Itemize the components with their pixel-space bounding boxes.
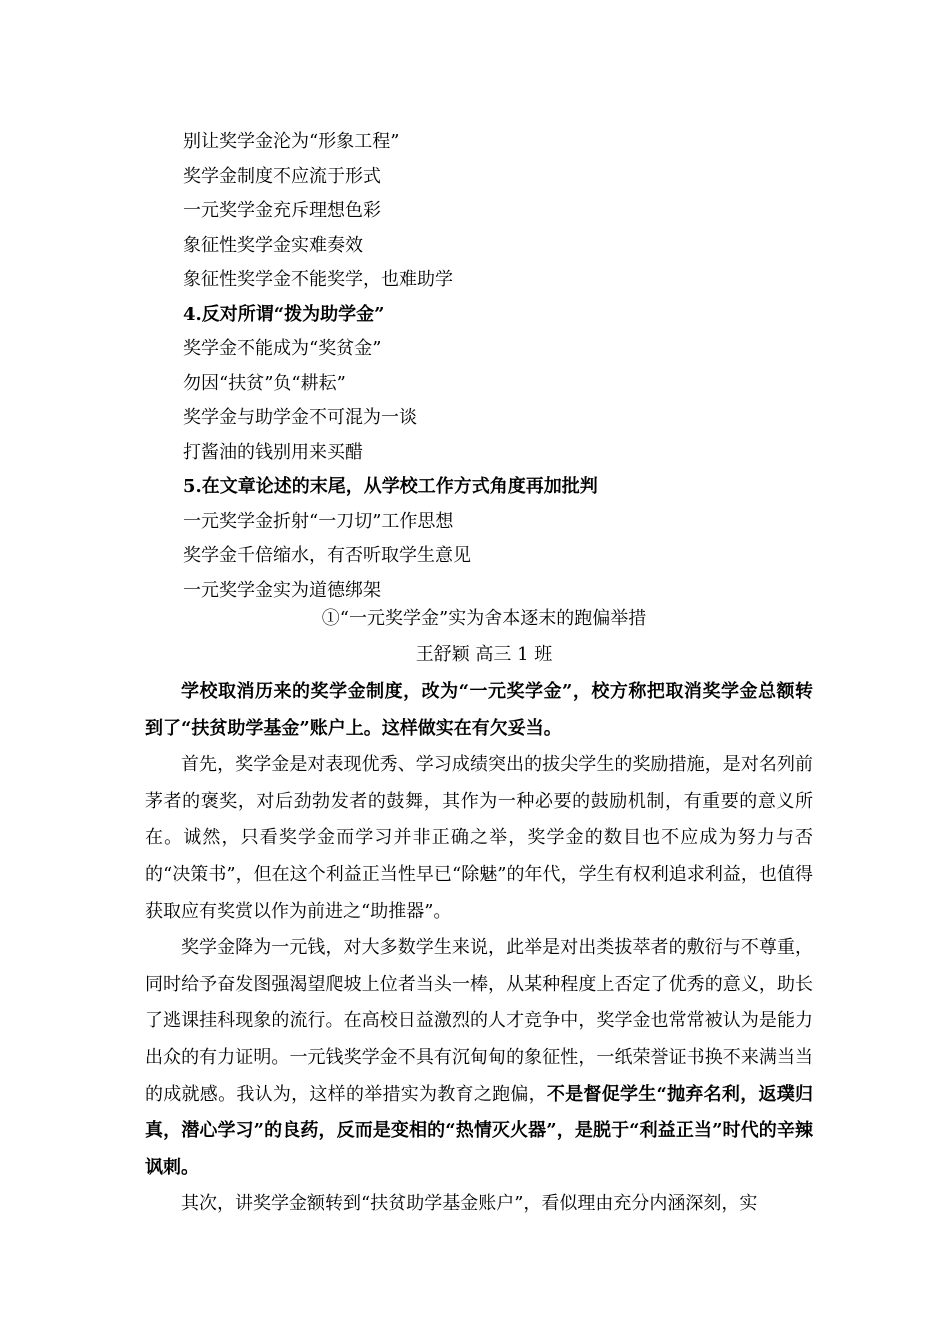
- outline-item: 奖学金制度不应流于形式: [183, 165, 381, 187]
- outline-item: 奖学金不能成为“奖贫金”: [183, 338, 382, 359]
- essay-title: ①“一元奖学金”实为舍本逐末的跑偏举措: [321, 608, 647, 629]
- essay-paragraph-1: 首先，奖学金是对表现优秀、学习成绩突出的拔尖学生的奖励措施，是对名列前茅者的褒奖，对后劲勃发者的鼓舞，其作为一种必要的鼓励机制，有重要的意义所在。诚然，只看奖学金而学习并非正确之举，奖学金的数目也不应成为努力与否的“决策书”，但在这个利益正当性早已“除魅”的年代，学生有权利追求利益，也值得获取应有奖赏以作为前进之“助推器”。: [145, 754, 813, 922]
- paragraph-2-text: 奖学金降为一元钱，对大多数学生来说，此举是对出类拔萃者的敷衍与不尊重，同时给予奋发图强渴望爬坡上位者当头一棒，从某种程度上否定了优秀的意义，助长了逃课挂科现象的流行。在高校日益激烈的人才竞争中，奖学金也常常被认为是能力出众的有力证明。一元钱奖学金不具有沉甸甸的象征性，一纸荣誉证书换不来满当当的成就感。我认为，这样的举措实为教育之跑偏，: [145, 937, 813, 1105]
- outline-item: 象征性奖学金不能奖学，也难助学: [183, 269, 453, 290]
- essay-paragraph-3: 其次，讲奖学金额转到“扶贫助学基金账户”，看似理由充分内涵深刻，实: [181, 1193, 758, 1215]
- outline-item: 一元奖学金实为道德绑架: [183, 579, 381, 601]
- essay-paragraph-2: [145, 930, 813, 1186]
- outline-item: 奖学金与助学金不可混为一谈: [183, 407, 417, 428]
- essay-body: [145, 674, 813, 1223]
- outline-heading: 5.在文章论述的末尾，从学校工作方式角度再加批判: [183, 476, 598, 497]
- essay-intro-paragraph: 学校取消历来的奖学金制度，改为“一元奖学金”，校方称把取消奖学金总额转到了“扶贫助学基金”账户上。这样做实在有欠妥当。: [145, 681, 813, 739]
- essay-author: 王舒颖 高三 1 班: [415, 644, 553, 665]
- outline-item: 奖学金千倍缩水，有否听取学生意见: [183, 545, 471, 566]
- outline-item: 一元奖学金充斥理想色彩: [183, 200, 381, 221]
- outline-item: 别让奖学金沦为“形象工程”: [183, 131, 400, 152]
- paragraph-2-emphasis: 不是督促学生“抛弃名利，返璞归真，潜心学习”的良药，反而是变相的“热情灭火器”，是脱于“利益正当”时代的辛辣讽刺。: [145, 1083, 813, 1178]
- outline-list: [183, 125, 823, 608]
- outline-item: 打酱油的钱别用来买醋: [183, 441, 363, 463]
- outline-item: 象征性奖学金实难奏效: [183, 234, 363, 256]
- outline-item: 一元奖学金折射“一刀切”工作思想: [183, 510, 454, 532]
- outline-item: 勿因“扶贫”负“耕耘”: [183, 372, 346, 394]
- outline-heading: 4.反对所谓“拨为助学金”: [183, 303, 385, 325]
